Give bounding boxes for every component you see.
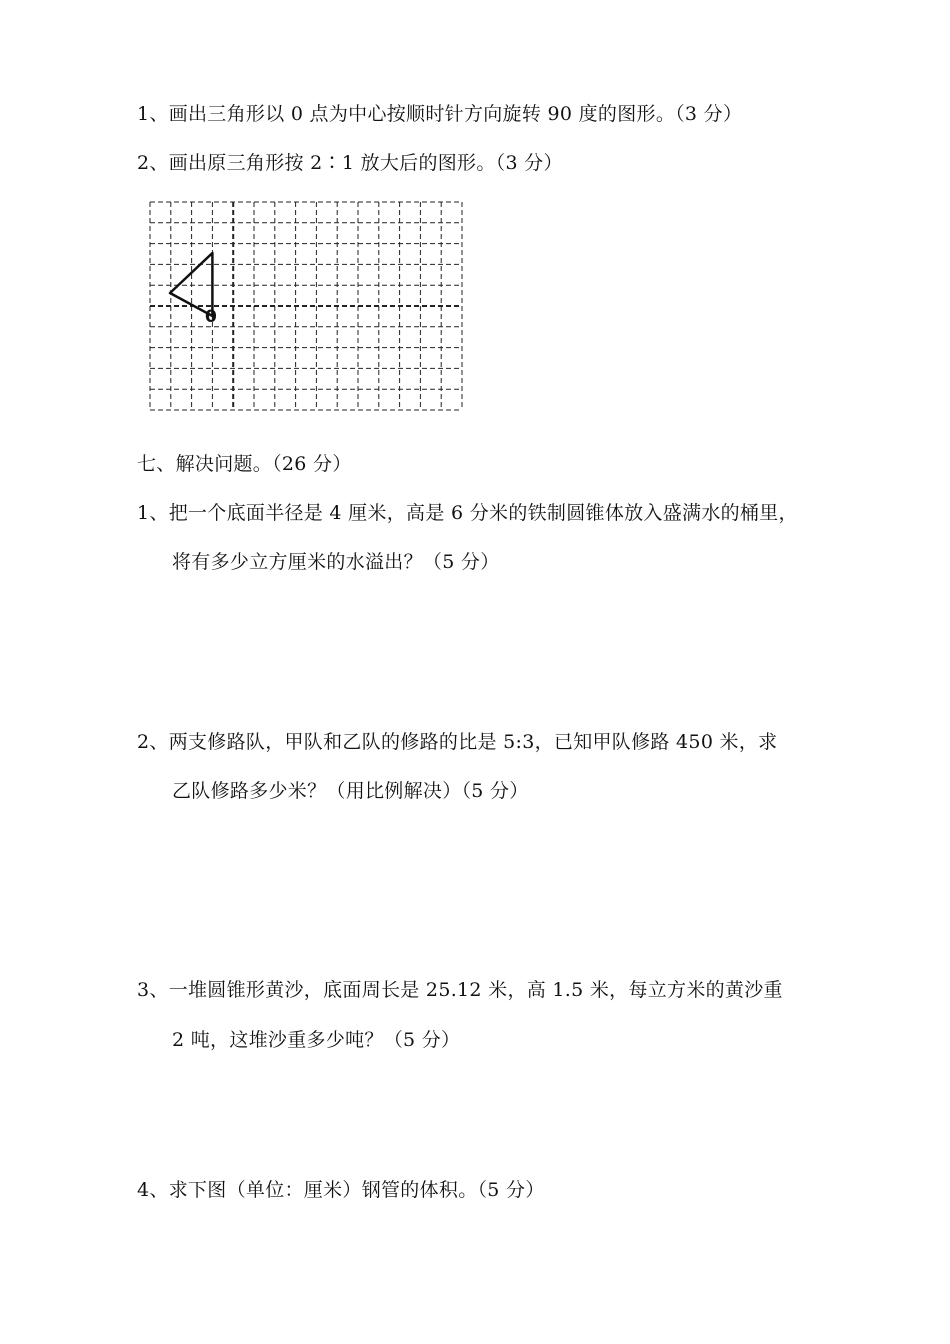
transform-question-2: 2、画出原三角形按 2∶1 放大后的图形。（3 分） [137,152,563,174]
grid-lines [150,202,462,410]
transform-question-1: 1、画出三角形以 0 点为中心按顺时针方向旋转 90 度的图形。（3 分） [137,103,743,125]
problem-2-line-1: 2、两支修路队，甲队和乙队的修路的比是 5:3，已知甲队修路 450 米，求 [137,731,778,753]
problem-3-line-2: 2 吨，这堆沙重多少吨？（5 分） [172,1029,461,1051]
problem-4-line-1: 4、求下图（单位：厘米）钢管的体积。（5 分） [137,1179,545,1201]
grid-figure [146,198,466,414]
problem-1-line-1: 1、把一个底面半径是 4 厘米，高是 6 分米的铁制圆锥体放入盛满水的桶里， [137,502,798,524]
problem-1-line-2: 将有多少立方厘米的水溢出？（5 分） [172,551,500,573]
center-point-label: 0 [205,307,217,327]
problem-3-line-1: 3、一堆圆锥形黄沙，底面周长是 25.12 米，高 1.5 米，每立方米的黄沙重 [137,979,783,1001]
section-heading: 七、解决问题。（26 分） [137,453,352,475]
problem-2-line-2: 乙队修路多少米？（用比例解决）（5 分） [172,780,529,802]
